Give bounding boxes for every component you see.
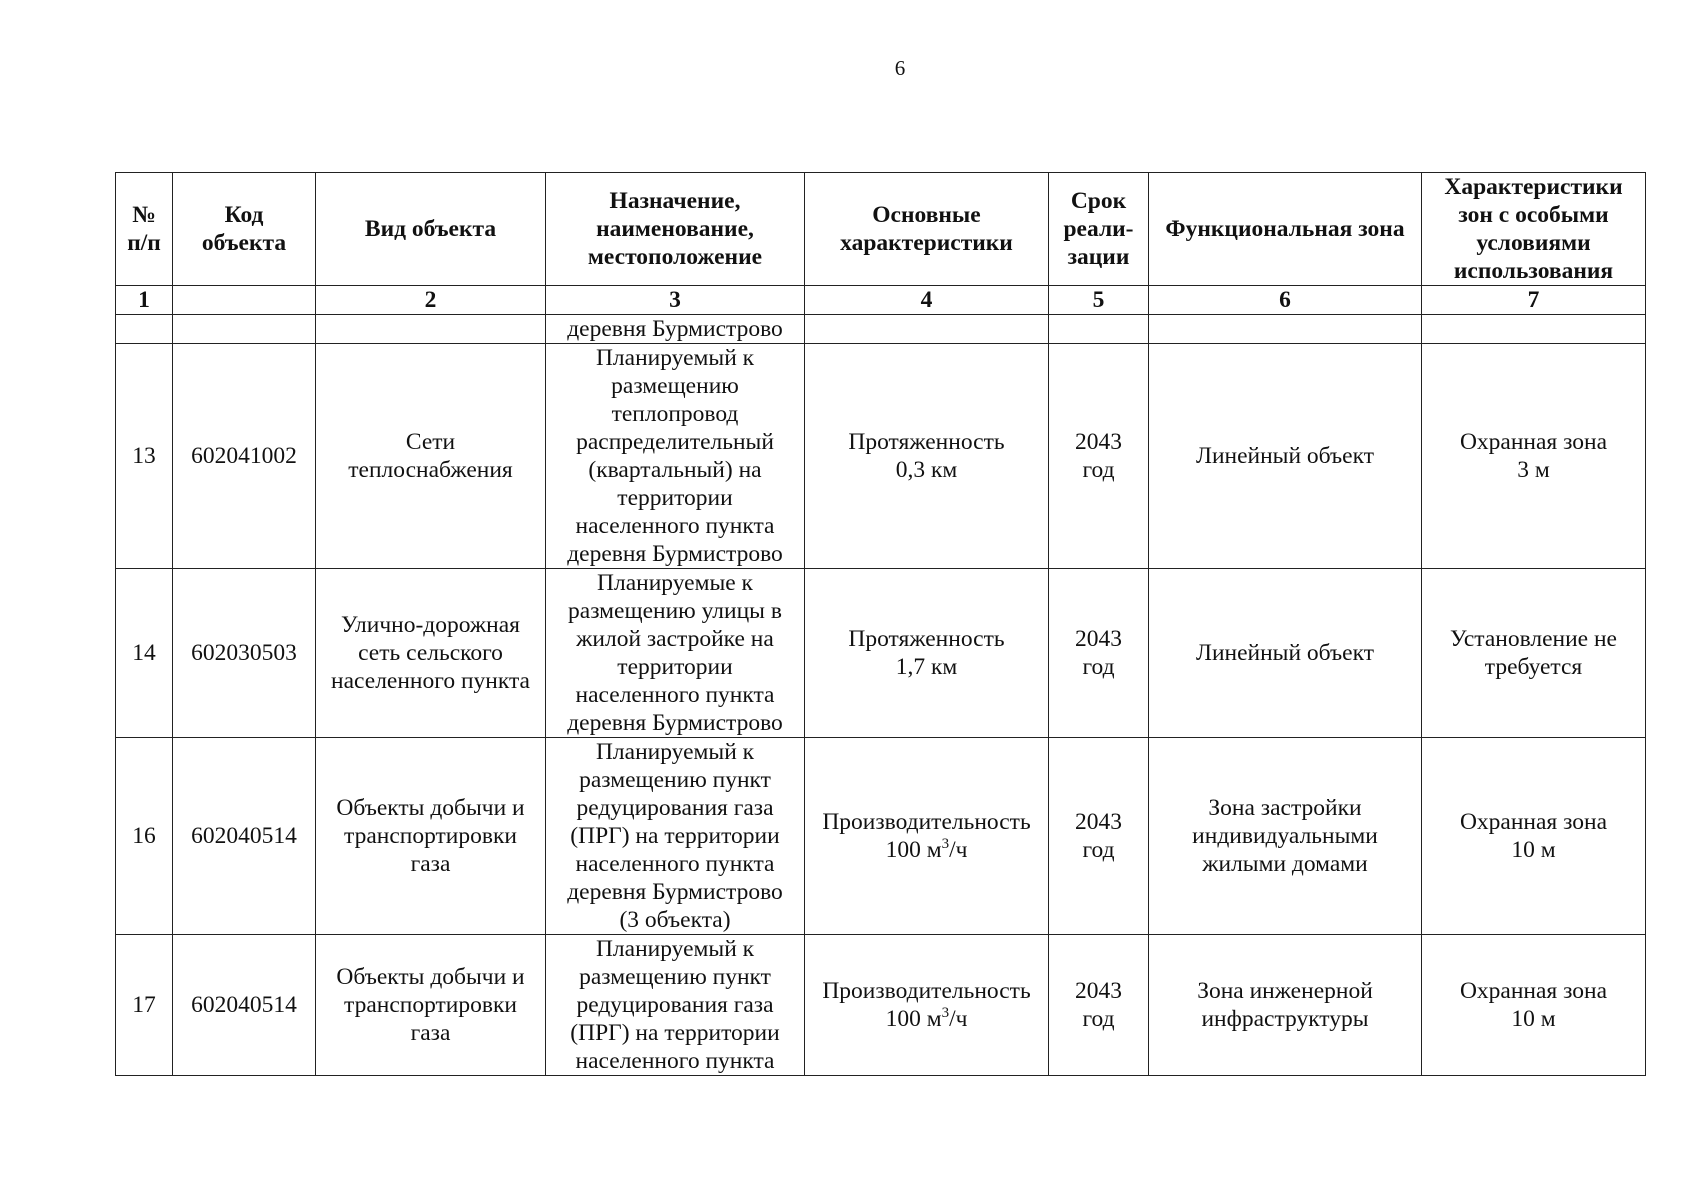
continuation-row — [116, 315, 1646, 344]
header-row — [116, 173, 1646, 286]
object-characteristics: Производительность 100 $м^3/ч$ — [805, 935, 1049, 1076]
table-cell — [805, 315, 1049, 344]
row-number: 17 — [116, 935, 173, 1076]
table-cell — [1149, 315, 1422, 344]
object-code: 602040514 — [173, 738, 316, 935]
table-cell — [316, 315, 546, 344]
functional-zone: Линейный объект — [1149, 344, 1422, 569]
row-number: 16 — [116, 738, 173, 935]
column-number: 6 — [1149, 286, 1422, 315]
object-characteristics: Протяженность 1,7 км — [805, 569, 1049, 738]
column-number: 3 — [546, 286, 805, 315]
table-cell — [173, 315, 316, 344]
object-characteristics: Производительность 100 $м^3/ч$ — [805, 738, 1049, 935]
objects-table — [115, 172, 1646, 1076]
column-number: 1 — [116, 286, 173, 315]
header-cell: Функциональная зона — [1149, 173, 1422, 286]
implementation-term: 2043 год — [1049, 569, 1149, 738]
special-zone: Охранная зона 10 м — [1422, 935, 1646, 1076]
object-type: Улично-дорожная сеть сельского населенного пункта — [316, 569, 546, 738]
table-cell: деревня Бурмистрово — [546, 315, 805, 344]
object-code: 602030503 — [173, 569, 316, 738]
object-purpose: Планируемые к размещению улицы в жилой застройке на территории населенного пункта деревня Бурмистрово — [546, 569, 805, 738]
header-cell: Срок реали- зации — [1049, 173, 1149, 286]
table-row — [116, 935, 1646, 1076]
column-number: 7 — [1422, 286, 1646, 315]
column-number-row — [116, 286, 1646, 315]
special-zone: Установление не требуется — [1422, 569, 1646, 738]
object-type: Объекты добычи и транспортировки газа — [316, 738, 546, 935]
column-number: 2 — [316, 286, 546, 315]
object-purpose: Планируемый к размещению пункт редуцирования газа (ПРГ) на территории населенного пункта — [546, 935, 805, 1076]
header-cell: № п/п — [116, 173, 173, 286]
row-number: 13 — [116, 344, 173, 569]
functional-zone: Зона застройки индивидуальными жилыми домами — [1149, 738, 1422, 935]
table-row — [116, 569, 1646, 738]
row-number: 14 — [116, 569, 173, 738]
implementation-term: 2043 год — [1049, 738, 1149, 935]
functional-zone: Линейный объект — [1149, 569, 1422, 738]
object-code: 602041002 — [173, 344, 316, 569]
special-zone: Охранная зона 10 м — [1422, 738, 1646, 935]
column-number: 5 — [1049, 286, 1149, 315]
functional-zone: Зона инженерной инфраструктуры — [1149, 935, 1422, 1076]
table-row — [116, 738, 1646, 935]
header-cell: Вид объекта — [316, 173, 546, 286]
object-type: Сети теплоснабжения — [316, 344, 546, 569]
header-cell: Характеристики зон с особыми условиями использования — [1422, 173, 1646, 286]
object-code: 602040514 — [173, 935, 316, 1076]
implementation-term: 2043 год — [1049, 935, 1149, 1076]
header-cell: Код объекта — [173, 173, 316, 286]
table-row — [116, 344, 1646, 569]
column-number — [173, 286, 316, 315]
table-cell — [1049, 315, 1149, 344]
page-number: 6 — [894, 56, 906, 80]
table-cell — [1422, 315, 1646, 344]
column-number: 4 — [805, 286, 1049, 315]
header-cell: Назначение, наименование, местоположение — [546, 173, 805, 286]
table-cell — [116, 315, 173, 344]
implementation-term: 2043 год — [1049, 344, 1149, 569]
special-zone: Охранная зона 3 м — [1422, 344, 1646, 569]
object-characteristics: Протяженность 0,3 км — [805, 344, 1049, 569]
object-purpose: Планируемый к размещению теплопровод распределительный (квартальный) на территории населенного пункта деревня Бурмистрово — [546, 344, 805, 569]
object-type: Объекты добычи и транспортировки газа — [316, 935, 546, 1076]
object-purpose: Планируемый к размещению пункт редуцирования газа (ПРГ) на территории населенного пункта деревня Бурмистрово (3 объекта) — [546, 738, 805, 935]
header-cell: Основные характеристики — [805, 173, 1049, 286]
